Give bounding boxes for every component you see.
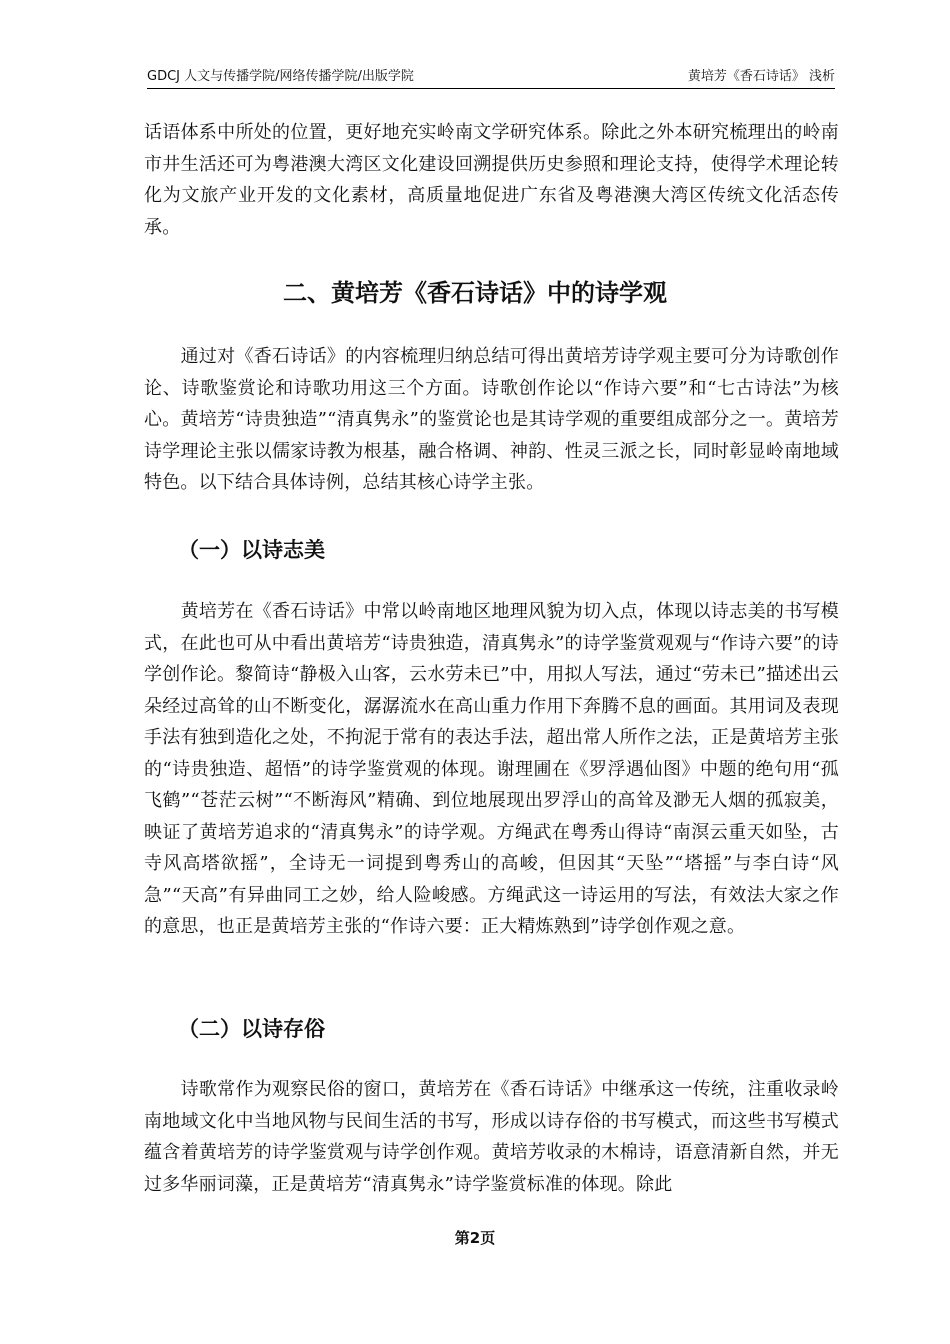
- section-heading: 二、黄培芳《香石诗话》中的诗学观: [283, 279, 667, 307]
- paragraph-subsection-1: 黄培芳在《香石诗话》中常以岭南地区地理风貌为切入点，体现以诗志美的书写模式，在此也可从中看出黄培芳“诗贵独造，清真隽永”的诗学鉴赏观观与“作诗六要”的诗学创作论。黎简诗“静极入山客，云水劳未已”中，用拟人写法，通过“劳未已”描述出云朵经过高耸的山不断变化，潺潺流水在高山重力作用下奔腾不息的画面。其用词及表现手法有独到造化之处，不拘泥于常有的表达手法，超出常人所作之法，正是黄培芳主张的“诗贵独造、超悟”的诗学鉴赏观的体现。谢理圃在《罗浮遇仙图》中题的绝句用“孤飞鹤”“苍茫云树”“不断海风”精确、到位地展现出罗浮山的高耸及渺无人烟的孤寂美，映证了黄培芳追求的“清真隽永”的诗学观。方绳武在粤秀山得诗“南溟云重天如坠，古寺风高塔欲摇”，全诗无一词提到粤秀山的高峻，但因其“天坠”“塔摇”与李白诗“风急”“天高”有异曲同工之妙，给人险峻感。方绳武这一诗运用的写法，有效法大家之作的意思，也正是黄培芳主张的“作诗六要：正大精炼熟到”诗学创作观之意。: [144, 601, 839, 937]
- paragraph-continued: 话语体系中所处的位置，更好地充实岭南文学研究体系。除此之外本研究梳理出的岭南市井生活还可为粤港澳大湾区文化建设回溯提供历史参照和理论支持，使得学术理论转化为文旅产业开发的文化素材，高质量地促进广东省及粤港澳大湾区传统文化活态传承。: [144, 122, 839, 238]
- paragraph-subsection-2: 诗歌常作为观察民俗的窗口，黄培芳在《香石诗话》中继承这一传统，注重收录岭南地域文化中当地风物与民间生活的书写，形成以诗存俗的书写模式，而这些书写模式蕴含着黄培芳的诗学鉴赏观与诗学创作观。黄培芳收录的木棉诗，语意清新自然，并无过多华丽词藻，正是黄培芳“清真隽永”诗学鉴赏标准的体现。除此: [144, 1079, 839, 1195]
- page-number: 第2页: [454, 1229, 496, 1247]
- subsection-heading-2: （二）以诗存俗: [178, 1017, 325, 1041]
- running-header: [147, 66, 835, 89]
- header-institution: GDCJ 人文与传播学院/网络传播学院/出版学院: [147, 69, 414, 84]
- paragraph-intro: 通过对《香石诗话》的内容梳理归纳总结可得出黄培芳诗学观主要可分为诗歌创作论、诗歌鉴赏论和诗歌功用这三个方面。诗歌创作论以“作诗六要”和“七古诗法”为核心。黄培芳“诗贵独造”“清真隽永”的鉴赏论也是其诗学观的重要组成部分之一。黄培芳诗学理论主张以儒家诗教为根基，融合格调、神韵、性灵三派之长，同时彰显岭南地域特色。以下结合具体诗例，总结其核心诗学主张。: [144, 346, 839, 493]
- header-paper-title: 黄培芳《香石诗话》 浅析: [687, 69, 835, 84]
- subsection-heading-1: （一）以诗志美: [178, 538, 325, 562]
